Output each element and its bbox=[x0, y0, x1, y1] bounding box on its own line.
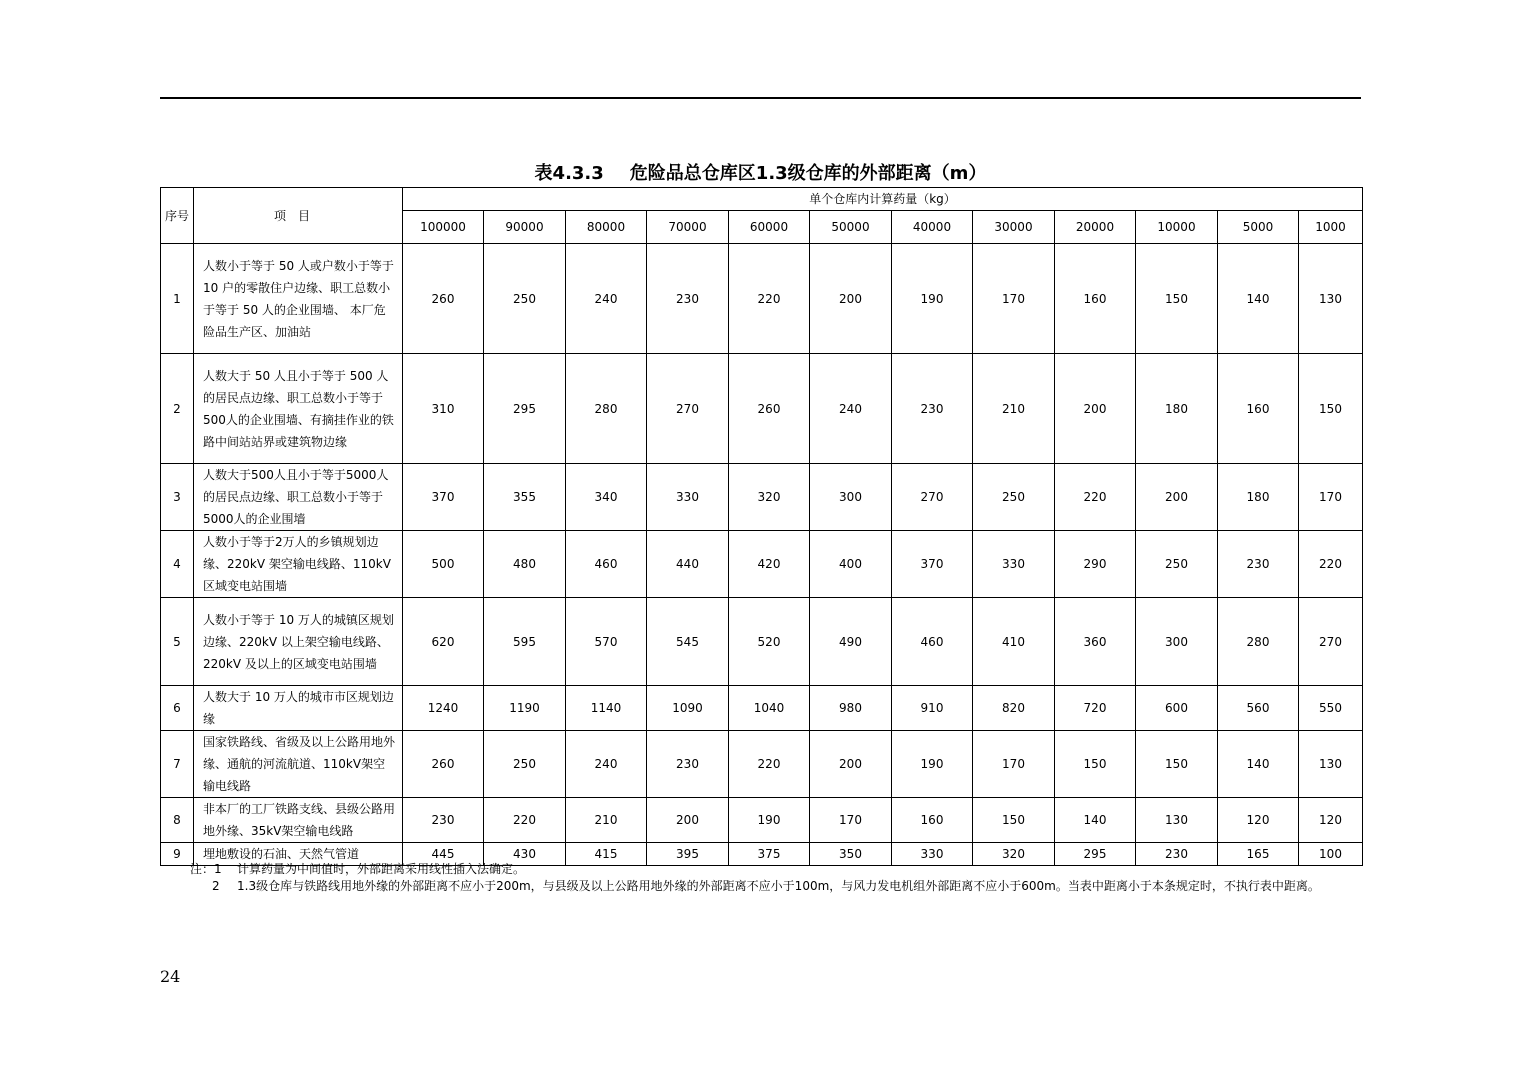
distance-value: 1140 bbox=[566, 686, 647, 731]
header-quantity: 40000 bbox=[892, 211, 973, 244]
distance-value: 230 bbox=[403, 798, 484, 843]
distance-value: 980 bbox=[810, 686, 892, 731]
distance-value: 160 bbox=[1218, 354, 1299, 464]
row-seq: 1 bbox=[161, 244, 194, 354]
distance-value: 240 bbox=[810, 354, 892, 464]
distance-value: 170 bbox=[973, 244, 1055, 354]
header-quantity: 5000 bbox=[1218, 211, 1299, 244]
external-distance-table bbox=[160, 187, 1363, 866]
row-seq: 3 bbox=[161, 464, 194, 531]
row-seq: 6 bbox=[161, 686, 194, 731]
row-item: 国家铁路线、省级及以上公路用地外缘、通航的河流航道、110kV架空输电线路 bbox=[194, 731, 403, 798]
distance-value: 400 bbox=[810, 531, 892, 598]
table-row bbox=[161, 354, 1363, 464]
distance-value: 170 bbox=[810, 798, 892, 843]
distance-value: 140 bbox=[1055, 798, 1136, 843]
header-quantity: 50000 bbox=[810, 211, 892, 244]
distance-value: 600 bbox=[1136, 686, 1218, 731]
header-quantity: 30000 bbox=[973, 211, 1055, 244]
distance-value: 460 bbox=[566, 531, 647, 598]
header-rule bbox=[160, 97, 1361, 99]
distance-value: 330 bbox=[973, 531, 1055, 598]
distance-value: 165 bbox=[1218, 843, 1299, 866]
header-quantity: 90000 bbox=[484, 211, 566, 244]
distance-value: 300 bbox=[810, 464, 892, 531]
distance-value: 140 bbox=[1218, 731, 1299, 798]
distance-value: 430 bbox=[484, 843, 566, 866]
distance-value: 290 bbox=[1055, 531, 1136, 598]
distance-value: 270 bbox=[647, 354, 729, 464]
row-seq: 4 bbox=[161, 531, 194, 598]
distance-value: 295 bbox=[484, 354, 566, 464]
distance-value: 220 bbox=[484, 798, 566, 843]
distance-value: 370 bbox=[892, 531, 973, 598]
distance-value: 170 bbox=[1299, 464, 1363, 531]
distance-value: 170 bbox=[973, 731, 1055, 798]
distance-value: 230 bbox=[1218, 531, 1299, 598]
distance-value: 230 bbox=[892, 354, 973, 464]
distance-value: 230 bbox=[1136, 843, 1218, 866]
distance-value: 360 bbox=[1055, 598, 1136, 686]
distance-value: 210 bbox=[973, 354, 1055, 464]
distance-value: 130 bbox=[1299, 244, 1363, 354]
distance-value: 200 bbox=[1055, 354, 1136, 464]
header-row-group bbox=[161, 188, 1363, 211]
distance-value: 280 bbox=[1218, 598, 1299, 686]
distance-value: 240 bbox=[566, 731, 647, 798]
row-item: 人数小于等于2万人的乡镇规划边缘、220kV 架空输电线路、110kV区域变电站围墙 bbox=[194, 531, 403, 598]
note-1 bbox=[190, 861, 1365, 878]
row-item: 人数大于500人且小于等于5000人的居民点边缘、职工总数小于等于5000人的企业围墙 bbox=[194, 464, 403, 531]
header-seq-label: 序号 bbox=[164, 208, 189, 223]
note-2 bbox=[190, 878, 1365, 895]
distance-value: 410 bbox=[973, 598, 1055, 686]
row-seq: 2 bbox=[161, 354, 194, 464]
distance-value: 200 bbox=[810, 731, 892, 798]
distance-value: 200 bbox=[647, 798, 729, 843]
distance-value: 280 bbox=[566, 354, 647, 464]
table-row bbox=[161, 686, 1363, 731]
distance-value: 340 bbox=[566, 464, 647, 531]
distance-value: 375 bbox=[729, 843, 810, 866]
table-row bbox=[161, 731, 1363, 798]
page-number: 24 bbox=[160, 967, 181, 986]
distance-value: 230 bbox=[647, 731, 729, 798]
distance-value: 120 bbox=[1299, 798, 1363, 843]
distance-value: 250 bbox=[973, 464, 1055, 531]
distance-value: 200 bbox=[810, 244, 892, 354]
distance-value: 190 bbox=[892, 731, 973, 798]
distance-value: 180 bbox=[1218, 464, 1299, 531]
distance-value: 260 bbox=[729, 354, 810, 464]
row-seq: 7 bbox=[161, 731, 194, 798]
distance-value: 355 bbox=[484, 464, 566, 531]
distance-value: 1190 bbox=[484, 686, 566, 731]
distance-value: 330 bbox=[892, 843, 973, 866]
table-row bbox=[161, 798, 1363, 843]
distance-value: 420 bbox=[729, 531, 810, 598]
row-seq: 8 bbox=[161, 798, 194, 843]
header-quantity: 20000 bbox=[1055, 211, 1136, 244]
table-title-text: 危险品总仓库区1.3级仓库的外部距离（m） bbox=[629, 163, 987, 184]
distance-value: 320 bbox=[729, 464, 810, 531]
distance-value: 240 bbox=[566, 244, 647, 354]
distance-value: 395 bbox=[647, 843, 729, 866]
distance-value: 250 bbox=[484, 244, 566, 354]
row-seq: 5 bbox=[161, 598, 194, 686]
distance-value: 440 bbox=[647, 531, 729, 598]
distance-value: 230 bbox=[647, 244, 729, 354]
distance-value: 1040 bbox=[729, 686, 810, 731]
distance-value: 490 bbox=[810, 598, 892, 686]
distance-value: 415 bbox=[566, 843, 647, 866]
header-quantity-group-label: 单个仓库内计算药量（kg） bbox=[809, 192, 956, 206]
distance-value: 220 bbox=[729, 244, 810, 354]
distance-value: 545 bbox=[647, 598, 729, 686]
header-quantity: 70000 bbox=[647, 211, 729, 244]
distance-value: 150 bbox=[1299, 354, 1363, 464]
distance-value: 150 bbox=[1136, 731, 1218, 798]
header-item-label: 项目 bbox=[273, 208, 322, 223]
row-seq: 9 bbox=[161, 843, 194, 866]
header-quantity: 1000 bbox=[1299, 211, 1363, 244]
distance-value: 270 bbox=[1299, 598, 1363, 686]
distance-value: 595 bbox=[484, 598, 566, 686]
header-quantity: 80000 bbox=[566, 211, 647, 244]
header-quantity: 60000 bbox=[729, 211, 810, 244]
distance-value: 220 bbox=[729, 731, 810, 798]
distance-value: 200 bbox=[1136, 464, 1218, 531]
distance-value: 460 bbox=[892, 598, 973, 686]
distance-value: 190 bbox=[729, 798, 810, 843]
table-row bbox=[161, 244, 1363, 354]
distance-value: 560 bbox=[1218, 686, 1299, 731]
distance-value: 190 bbox=[892, 244, 973, 354]
distance-value: 480 bbox=[484, 531, 566, 598]
distance-value: 150 bbox=[973, 798, 1055, 843]
distance-value: 720 bbox=[1055, 686, 1136, 731]
header-item bbox=[194, 188, 403, 244]
distance-value: 370 bbox=[403, 464, 484, 531]
distance-value: 500 bbox=[403, 531, 484, 598]
distance-value: 130 bbox=[1136, 798, 1218, 843]
distance-value: 250 bbox=[484, 731, 566, 798]
distance-value: 220 bbox=[1299, 531, 1363, 598]
distance-value: 150 bbox=[1136, 244, 1218, 354]
table-row bbox=[161, 531, 1363, 598]
table-notes bbox=[190, 861, 1365, 895]
row-item: 人数大于 10 万人的城市市区规划边缘 bbox=[194, 686, 403, 731]
table-title-number: 表4.3.3 bbox=[534, 163, 604, 184]
distance-value: 445 bbox=[403, 843, 484, 866]
distance-value: 260 bbox=[403, 731, 484, 798]
note-2-label: 2 bbox=[212, 879, 220, 893]
row-item: 埋地敷设的石油、天然气管道 bbox=[194, 843, 403, 866]
distance-value: 300 bbox=[1136, 598, 1218, 686]
distance-value: 100 bbox=[1299, 843, 1363, 866]
distance-value: 160 bbox=[1055, 244, 1136, 354]
distance-value: 620 bbox=[403, 598, 484, 686]
table-title bbox=[160, 163, 1361, 185]
row-item: 人数小于等于 50 人或户数小于等于 10 户的零散住户边缘、职工总数小于等于 50 人的企业围墙、 本厂危险品生产区、加油站 bbox=[194, 244, 403, 354]
distance-value: 180 bbox=[1136, 354, 1218, 464]
distance-value: 1240 bbox=[403, 686, 484, 731]
distance-value: 330 bbox=[647, 464, 729, 531]
note-1-text: 计算药量为中间值时，外部距离采用线性插入法确定。 bbox=[237, 862, 526, 876]
distance-value: 160 bbox=[892, 798, 973, 843]
header-quantity: 100000 bbox=[403, 211, 484, 244]
header-quantity: 10000 bbox=[1136, 211, 1218, 244]
distance-value: 270 bbox=[892, 464, 973, 531]
row-item: 人数大于 50 人且小于等于 500 人的居民点边缘、职工总数小于等于500人的企业围墙、有摘挂作业的铁路中间站站界或建筑物边缘 bbox=[194, 354, 403, 464]
distance-value: 520 bbox=[729, 598, 810, 686]
distance-value: 130 bbox=[1299, 731, 1363, 798]
distance-value: 150 bbox=[1055, 731, 1136, 798]
distance-value: 570 bbox=[566, 598, 647, 686]
distance-value: 260 bbox=[403, 244, 484, 354]
distance-value: 140 bbox=[1218, 244, 1299, 354]
distance-value: 1090 bbox=[647, 686, 729, 731]
row-item: 非本厂的工厂铁路支线、县级公路用地外缘、35kV架空输电线路 bbox=[194, 798, 403, 843]
header-seq bbox=[161, 188, 194, 244]
table-row bbox=[161, 464, 1363, 531]
distance-value: 220 bbox=[1055, 464, 1136, 531]
distance-value: 295 bbox=[1055, 843, 1136, 866]
distance-value: 550 bbox=[1299, 686, 1363, 731]
note-2-text: 1.3级仓库与铁路线用地外缘的外部距离不应小于200m，与县级及以上公路用地外缘的外部距离不应小于100m，与风力发电机组外部距离不应小于600m。当表中距离小于本条规定时，不执行表中距离。 bbox=[237, 879, 1320, 893]
table-row bbox=[161, 598, 1363, 686]
distance-value: 350 bbox=[810, 843, 892, 866]
distance-value: 910 bbox=[892, 686, 973, 731]
distance-value: 210 bbox=[566, 798, 647, 843]
distance-value: 320 bbox=[973, 843, 1055, 866]
distance-value: 820 bbox=[973, 686, 1055, 731]
distance-value: 250 bbox=[1136, 531, 1218, 598]
header-quantity-group bbox=[403, 188, 1363, 211]
distance-value: 120 bbox=[1218, 798, 1299, 843]
distance-value: 310 bbox=[403, 354, 484, 464]
note-1-label: 注：1 bbox=[190, 862, 222, 876]
row-item: 人数小于等于 10 万人的城镇区规划边缘、220kV 以上架空输电线路、220kV 及以上的区域变电站围墙 bbox=[194, 598, 403, 686]
